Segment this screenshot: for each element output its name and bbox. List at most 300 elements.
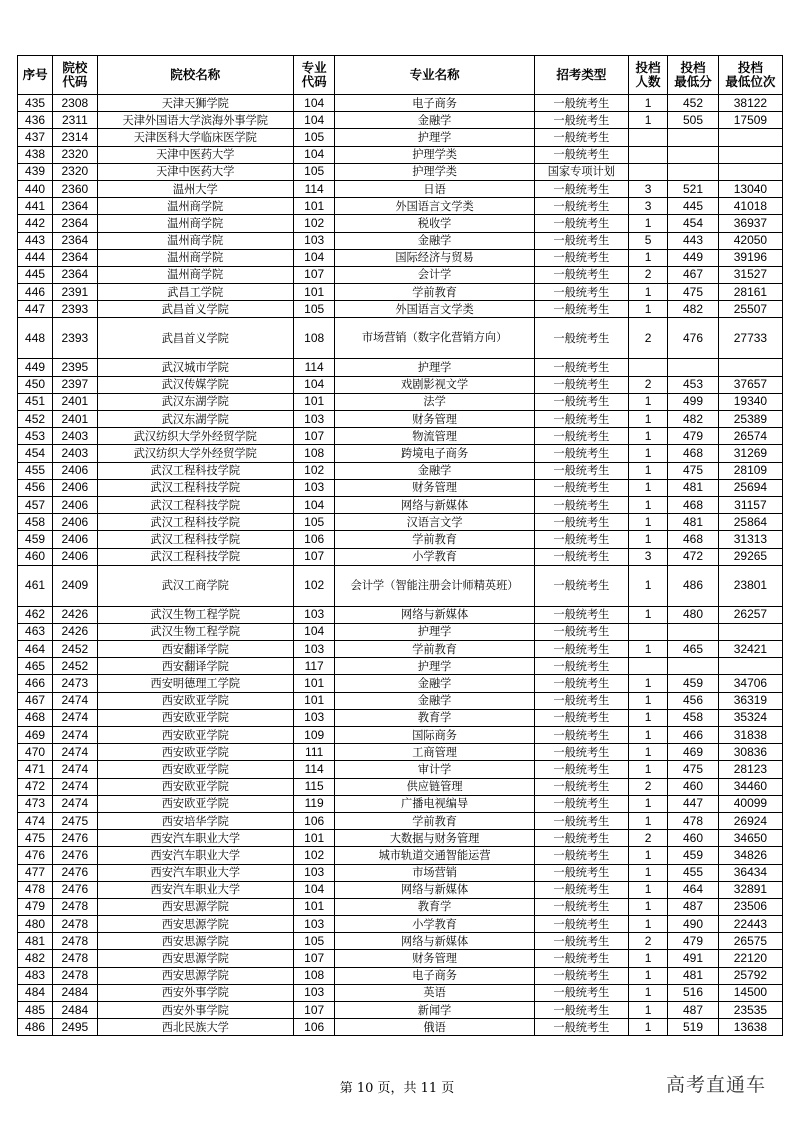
cell-major-code: 101 [293,393,334,410]
cell-major-name: 小学教育 [335,548,535,565]
header-exam-type: 招考类型 [534,56,628,95]
cell-school-name: 西安欧亚学院 [97,778,293,795]
cell-school-name: 温州商学院 [97,249,293,266]
cell-min-rank [718,129,782,146]
cell-min-rank: 34826 [718,847,782,864]
cell-major-name: 大数据与财务管理 [335,830,535,847]
cell-admit-count: 1 [628,393,667,410]
cell-major-code: 106 [293,531,334,548]
table-row [18,376,783,393]
cell-seq: 485 [18,1002,53,1019]
cell-exam-type: 一般统考生 [534,761,628,778]
cell-major-name: 英语 [335,984,535,1001]
cell-min-score: 481 [668,514,719,531]
table-row [18,496,783,513]
cell-school-name: 西安欧亚学院 [97,727,293,744]
cell-school-name: 武汉工程科技学院 [97,496,293,513]
cell-seq: 483 [18,967,53,984]
cell-seq: 441 [18,198,53,215]
cell-school-code: 2476 [53,881,97,898]
cell-major-code: 103 [293,411,334,428]
cell-school-code: 2395 [53,359,97,376]
cell-min-score: 467 [668,266,719,283]
table-row [18,692,783,709]
cell-major-code: 107 [293,950,334,967]
cell-admit-count: 1 [628,445,667,462]
cell-exam-type: 一般统考生 [534,675,628,692]
cell-exam-type: 一般统考生 [534,198,628,215]
header-major-name: 专业名称 [335,56,535,95]
cell-school-code: 2314 [53,129,97,146]
cell-seq: 472 [18,778,53,795]
cell-major-name: 国际商务 [335,727,535,744]
cell-min-score: 481 [668,479,719,496]
cell-major-name: 学前教育 [335,284,535,301]
cell-seq: 443 [18,232,53,249]
cell-min-rank: 34706 [718,675,782,692]
table-row [18,623,783,640]
cell-admit-count: 1 [628,531,667,548]
cell-school-name: 西安思源学院 [97,898,293,915]
cell-major-name: 护理学 [335,658,535,675]
cell-min-rank: 40099 [718,795,782,812]
cell-school-name: 西安思源学院 [97,967,293,984]
cell-admit-count: 1 [628,606,667,623]
cell-min-score: 486 [668,565,719,606]
cell-min-score: 468 [668,531,719,548]
cell-school-name: 武昌首义学院 [97,301,293,318]
cell-seq: 479 [18,898,53,915]
cell-min-score: 460 [668,778,719,795]
cell-school-code: 2391 [53,284,97,301]
cell-major-name: 金融学 [335,462,535,479]
cell-min-score: 476 [668,318,719,359]
cell-school-name: 武汉工程科技学院 [97,548,293,565]
cell-min-rank: 31157 [718,496,782,513]
cell-admit-count: 2 [628,933,667,950]
cell-major-code: 105 [293,163,334,180]
cell-exam-type: 国家专项计划 [534,163,628,180]
cell-major-code: 109 [293,727,334,744]
cell-exam-type: 一般统考生 [534,146,628,163]
cell-min-score: 456 [668,692,719,709]
cell-admit-count: 3 [628,180,667,197]
cell-min-rank [718,658,782,675]
cell-min-rank: 25389 [718,411,782,428]
cell-exam-type: 一般统考生 [534,967,628,984]
cell-major-code: 103 [293,606,334,623]
cell-major-code: 101 [293,692,334,709]
cell-min-score: 487 [668,898,719,915]
cell-min-rank [718,359,782,376]
cell-major-name: 财务管理 [335,950,535,967]
cell-seq: 468 [18,709,53,726]
cell-school-name: 西安明德理工学院 [97,675,293,692]
cell-major-code: 103 [293,479,334,496]
cell-min-score: 464 [668,881,719,898]
cell-seq: 444 [18,249,53,266]
table-header-row [18,56,783,95]
cell-seq: 439 [18,163,53,180]
cell-exam-type: 一般统考生 [534,112,628,129]
cell-school-code: 2409 [53,565,97,606]
cell-school-code: 2452 [53,641,97,658]
table-row [18,950,783,967]
cell-school-code: 2364 [53,198,97,215]
cell-major-name: 工商管理 [335,744,535,761]
cell-min-rank: 30836 [718,744,782,761]
table-row [18,163,783,180]
cell-school-name: 西安汽车职业大学 [97,864,293,881]
cell-min-score: 447 [668,795,719,812]
cell-min-rank: 29265 [718,548,782,565]
cell-major-code: 106 [293,812,334,829]
cell-school-code: 2478 [53,898,97,915]
cell-exam-type: 一般统考生 [534,709,628,726]
cell-min-score: 478 [668,812,719,829]
cell-exam-type: 一般统考生 [534,623,628,640]
cell-school-name: 天津医科大学临床医学院 [97,129,293,146]
cell-school-name: 西安汽车职业大学 [97,830,293,847]
cell-admit-count: 2 [628,266,667,283]
cell-admit-count: 1 [628,761,667,778]
cell-major-name: 学前教育 [335,641,535,658]
cell-major-code: 102 [293,847,334,864]
cell-exam-type: 一般统考生 [534,606,628,623]
cell-min-score: 521 [668,180,719,197]
cell-school-name: 武汉生物工程学院 [97,623,293,640]
cell-exam-type: 一般统考生 [534,881,628,898]
cell-major-name: 网络与新媒体 [335,933,535,950]
cell-admit-count: 1 [628,709,667,726]
cell-school-code: 2426 [53,606,97,623]
cell-exam-type: 一般统考生 [534,984,628,1001]
cell-min-rank: 42050 [718,232,782,249]
cell-admit-count: 1 [628,675,667,692]
cell-min-rank: 36434 [718,864,782,881]
cell-min-rank: 28109 [718,462,782,479]
cell-admit-count [628,623,667,640]
cell-major-code: 103 [293,984,334,1001]
cell-exam-type: 一般统考生 [534,1019,628,1036]
cell-major-code: 104 [293,112,334,129]
cell-exam-type: 一般统考生 [534,266,628,283]
cell-admit-count: 1 [628,967,667,984]
cell-major-name: 戏剧影视文学 [335,376,535,393]
cell-school-code: 2364 [53,249,97,266]
cell-major-code: 114 [293,359,334,376]
header-min-rank: 投档 最低位次 [718,56,782,95]
cell-exam-type: 一般统考生 [534,462,628,479]
cell-school-code: 2406 [53,514,97,531]
cell-exam-type: 一般统考生 [534,284,628,301]
cell-major-code: 114 [293,180,334,197]
cell-min-score: 469 [668,744,719,761]
cell-school-name: 武汉工商学院 [97,565,293,606]
table-row [18,727,783,744]
table-row [18,531,783,548]
cell-min-rank: 28123 [718,761,782,778]
cell-major-name: 护理学类 [335,146,535,163]
cell-major-name: 法学 [335,393,535,410]
cell-exam-type: 一般统考生 [534,778,628,795]
table-row [18,881,783,898]
cell-seq: 449 [18,359,53,376]
cell-exam-type: 一般统考生 [534,812,628,829]
cell-major-code: 103 [293,232,334,249]
cell-school-code: 2474 [53,795,97,812]
cell-min-rank: 17509 [718,112,782,129]
cell-seq: 463 [18,623,53,640]
cell-seq: 437 [18,129,53,146]
cell-major-code: 117 [293,658,334,675]
table-row [18,565,783,606]
cell-school-name: 温州大学 [97,180,293,197]
cell-school-name: 武汉纺织大学外经贸学院 [97,428,293,445]
cell-exam-type: 一般统考生 [534,411,628,428]
cell-major-code: 103 [293,709,334,726]
cell-admit-count: 1 [628,514,667,531]
cell-school-name: 武汉东湖学院 [97,411,293,428]
cell-admit-count: 1 [628,215,667,232]
cell-min-score: 499 [668,393,719,410]
table-row [18,675,783,692]
cell-school-code: 2474 [53,692,97,709]
cell-exam-type: 一般统考生 [534,1002,628,1019]
cell-min-rank: 25507 [718,301,782,318]
cell-seq: 446 [18,284,53,301]
cell-major-code: 101 [293,675,334,692]
cell-exam-type: 一般统考生 [534,428,628,445]
cell-school-code: 2406 [53,496,97,513]
cell-major-name: 税收学 [335,215,535,232]
cell-exam-type: 一般统考生 [534,215,628,232]
cell-seq: 438 [18,146,53,163]
cell-min-score: 468 [668,496,719,513]
cell-school-name: 武汉东湖学院 [97,393,293,410]
cell-exam-type: 一般统考生 [534,795,628,812]
cell-major-code: 107 [293,266,334,283]
table-row [18,479,783,496]
cell-school-code: 2475 [53,812,97,829]
cell-major-code: 105 [293,514,334,531]
cell-major-name: 护理学 [335,623,535,640]
cell-min-rank: 32421 [718,641,782,658]
cell-min-score: 487 [668,1002,719,1019]
cell-major-code: 102 [293,215,334,232]
cell-min-score [668,163,719,180]
cell-admit-count: 1 [628,727,667,744]
cell-major-code: 105 [293,301,334,318]
cell-seq: 462 [18,606,53,623]
cell-school-name: 温州商学院 [97,215,293,232]
cell-min-rank: 36937 [718,215,782,232]
cell-major-name: 国际经济与贸易 [335,249,535,266]
cell-seq: 486 [18,1019,53,1036]
header-admit-count: 投档 人数 [628,56,667,95]
cell-exam-type: 一般统考生 [534,548,628,565]
cell-min-rank: 23535 [718,1002,782,1019]
cell-min-score: 458 [668,709,719,726]
cell-major-name: 跨境电子商务 [335,445,535,462]
table-body [18,95,783,1036]
cell-school-name: 天津天狮学院 [97,95,293,112]
cell-min-score: 460 [668,830,719,847]
table-row [18,795,783,812]
cell-admit-count [628,163,667,180]
cell-min-rank: 23801 [718,565,782,606]
cell-seq: 447 [18,301,53,318]
header-major-code: 专业 代码 [293,56,334,95]
table-row [18,606,783,623]
cell-school-code: 2403 [53,445,97,462]
cell-seq: 473 [18,795,53,812]
cell-min-score: 468 [668,445,719,462]
table-row [18,830,783,847]
cell-min-rank: 31527 [718,266,782,283]
cell-school-name: 武昌首义学院 [97,318,293,359]
cell-major-name: 外国语言文学类 [335,198,535,215]
cell-school-name: 西安欧亚学院 [97,744,293,761]
cell-school-name: 西安思源学院 [97,933,293,950]
cell-major-name: 会计学 [335,266,535,283]
cell-min-score: 454 [668,215,719,232]
cell-major-name: 护理学类 [335,163,535,180]
cell-min-rank: 13040 [718,180,782,197]
cell-min-rank: 35324 [718,709,782,726]
cell-school-code: 2484 [53,1002,97,1019]
cell-major-name: 电子商务 [335,95,535,112]
table-row [18,180,783,197]
table-row [18,744,783,761]
cell-exam-type: 一般统考生 [534,301,628,318]
cell-seq: 458 [18,514,53,531]
cell-admit-count: 1 [628,462,667,479]
cell-seq: 450 [18,376,53,393]
table-row [18,641,783,658]
cell-school-code: 2478 [53,967,97,984]
cell-exam-type: 一般统考生 [534,830,628,847]
table-row [18,984,783,1001]
cell-exam-type: 一般统考生 [534,479,628,496]
cell-major-name: 金融学 [335,232,535,249]
cell-seq: 478 [18,881,53,898]
cell-min-rank: 26257 [718,606,782,623]
cell-major-name: 会计学（智能注册会计师精英班） [335,565,535,606]
cell-min-rank: 31269 [718,445,782,462]
cell-major-name: 网络与新媒体 [335,881,535,898]
cell-admit-count: 1 [628,301,667,318]
cell-major-code: 107 [293,428,334,445]
cell-seq: 451 [18,393,53,410]
cell-major-name: 学前教育 [335,531,535,548]
table-row [18,761,783,778]
cell-school-name: 西安汽车职业大学 [97,881,293,898]
cell-major-code: 103 [293,864,334,881]
cell-seq: 440 [18,180,53,197]
cell-school-name: 天津中医药大学 [97,163,293,180]
cell-school-name: 西安外事学院 [97,984,293,1001]
cell-school-code: 2406 [53,479,97,496]
cell-school-code: 2360 [53,180,97,197]
cell-min-rank: 22443 [718,916,782,933]
cell-school-name: 武汉生物工程学院 [97,606,293,623]
cell-admit-count: 1 [628,428,667,445]
cell-admit-count: 1 [628,1002,667,1019]
cell-school-code: 2426 [53,623,97,640]
cell-min-score: 472 [668,548,719,565]
cell-seq: 460 [18,548,53,565]
cell-min-rank: 26924 [718,812,782,829]
table-row [18,284,783,301]
cell-admit-count: 1 [628,641,667,658]
cell-seq: 471 [18,761,53,778]
cell-min-score: 482 [668,411,719,428]
cell-min-score: 459 [668,847,719,864]
cell-school-name: 武汉城市学院 [97,359,293,376]
cell-exam-type: 一般统考生 [534,950,628,967]
cell-min-score [668,146,719,163]
table-row [18,146,783,163]
table-row [18,393,783,410]
cell-min-score [668,129,719,146]
cell-school-code: 2397 [53,376,97,393]
table-row [18,709,783,726]
cell-min-rank: 39196 [718,249,782,266]
cell-school-code: 2364 [53,232,97,249]
cell-min-rank: 25792 [718,967,782,984]
cell-school-name: 西北民族大学 [97,1019,293,1036]
cell-major-code: 107 [293,1002,334,1019]
cell-min-rank: 25694 [718,479,782,496]
cell-major-name: 日语 [335,180,535,197]
cell-min-score: 480 [668,606,719,623]
cell-major-name: 财务管理 [335,479,535,496]
cell-admit-count [628,359,667,376]
cell-school-name: 西安翻译学院 [97,658,293,675]
cell-min-rank [718,623,782,640]
cell-min-score: 479 [668,428,719,445]
cell-admit-count: 3 [628,548,667,565]
cell-admit-count: 1 [628,112,667,129]
cell-min-score: 452 [668,95,719,112]
cell-major-name: 市场营销（数字化营销方向） [335,318,535,359]
cell-major-name: 俄语 [335,1019,535,1036]
cell-school-name: 天津中医药大学 [97,146,293,163]
cell-exam-type: 一般统考生 [534,514,628,531]
cell-admit-count: 3 [628,198,667,215]
cell-min-rank: 41018 [718,198,782,215]
cell-major-code: 101 [293,830,334,847]
cell-admit-count: 1 [628,1019,667,1036]
cell-min-rank [718,163,782,180]
cell-seq: 455 [18,462,53,479]
cell-seq: 476 [18,847,53,864]
cell-school-name: 西安培华学院 [97,812,293,829]
cell-min-score: 519 [668,1019,719,1036]
cell-school-name: 温州商学院 [97,266,293,283]
cell-major-name: 金融学 [335,675,535,692]
cell-exam-type: 一般统考生 [534,916,628,933]
cell-major-code: 104 [293,95,334,112]
cell-school-name: 温州商学院 [97,232,293,249]
cell-min-score: 445 [668,198,719,215]
cell-exam-type: 一般统考生 [534,393,628,410]
cell-seq: 481 [18,933,53,950]
cell-min-rank: 23506 [718,898,782,915]
table-row [18,198,783,215]
cell-exam-type: 一般统考生 [534,933,628,950]
